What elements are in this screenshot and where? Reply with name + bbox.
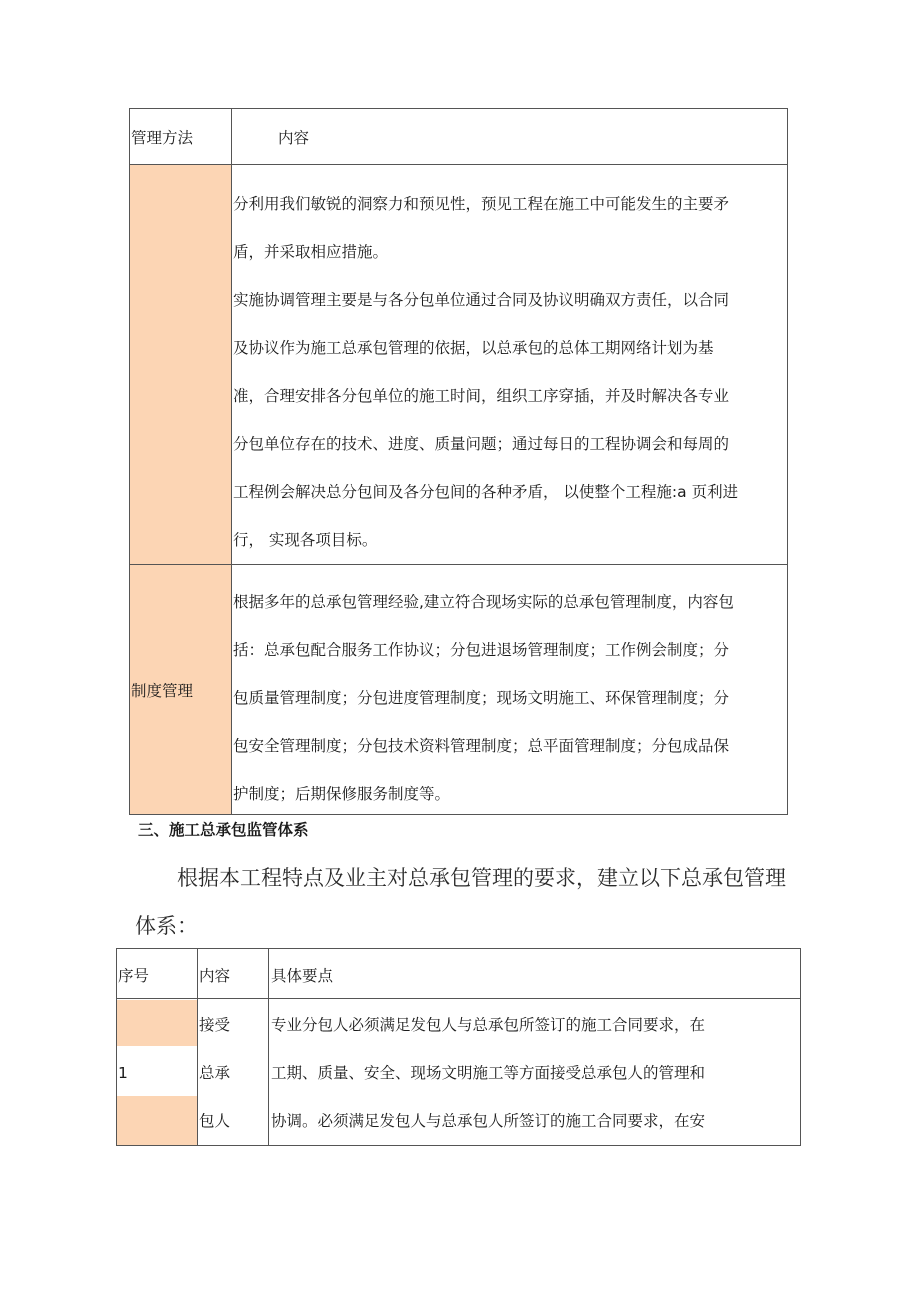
text-line: 括：总承包配合服务工作协议；分包进退场管理制度；工作例会制度；分	[233, 641, 730, 659]
text-line: 专业分包人必须满足发包人与总承包所签订的施工合同要求，在	[271, 1016, 706, 1034]
section-paragraph	[135, 854, 815, 950]
text-line: 工程例会解决总分包间及各分包间的各种矛盾， 以使整个工程施:a 页利进	[233, 483, 739, 501]
table1-column-divider	[231, 108, 232, 815]
text-line: 护制度；后期保修服务制度等。	[233, 785, 451, 803]
table2-row1-no: 1	[118, 1064, 128, 1082]
table2-column-divider-1	[197, 948, 198, 1146]
text-line: 准，合理安排各分包单位的施工时间，组织工序穿插，并及时解决各专业	[233, 387, 730, 405]
table2-header-divider	[116, 998, 801, 999]
table2-row1-content	[199, 1001, 230, 1145]
table1-row1-content	[233, 180, 785, 564]
text-line: 工期、质量、安全、现场文明施工等方面接受总承包人的管理和	[271, 1064, 706, 1082]
text-line: 接受	[199, 1016, 231, 1034]
table1-header-content: 内容	[278, 129, 310, 147]
text-line: 实施协调管理主要是与各分包单位通过合同及协议明确双方责任，以合同	[233, 291, 730, 309]
paragraph-line: 体系：	[135, 914, 198, 938]
text-line: 行， 实现各项目标。	[233, 531, 378, 549]
table2-column-divider-2	[268, 948, 269, 1146]
text-line: 及协议作为施工总承包管理的依据，以总承包的总体工期网络计划为基	[233, 339, 714, 357]
text-line: 包人	[199, 1112, 231, 1130]
text-line: 包质量管理制度；分包进度管理制度；现场文明施工、环保管理制度；分	[233, 689, 730, 707]
text-line: 包安全管理制度；分包技术资料管理制度；总平面管理制度；分包成品保	[233, 737, 730, 755]
table2-header-content: 内容	[199, 967, 231, 985]
text-line: 盾，并采取相应措施。	[233, 243, 389, 261]
section-heading: 三、施工总承包监管体系	[138, 821, 309, 839]
table2-header-no: 序号	[118, 967, 150, 985]
text-line: 分包单位存在的技术、进度、质量问题；通过每日的工程协调会和每周的	[233, 435, 730, 453]
table1-header-divider	[129, 164, 788, 165]
table1-row-divider	[129, 564, 788, 565]
table2-row1-points	[271, 1001, 797, 1145]
table1-row2-method: 制度管理	[131, 682, 194, 700]
table2-header-points: 具体要点	[271, 967, 334, 985]
table1-header-method: 管理方法	[131, 129, 194, 147]
table1-row2-content	[233, 578, 785, 818]
text-line: 分利用我们敏锐的洞察力和预见性，预见工程在施工中可能发生的主要矛	[233, 195, 730, 213]
text-line: 协调。必须满足发包人与总承包人所签订的施工合同要求，在安	[271, 1112, 706, 1130]
text-line: 根据多年的总承包管理经验,建立符合现场实际的总承包管理制度，内容包	[233, 593, 734, 611]
text-line: 总承	[199, 1064, 231, 1082]
paragraph-line: 根据本工程特点及业主对总承包管理的要求，建立以下总承包管理	[135, 866, 786, 890]
